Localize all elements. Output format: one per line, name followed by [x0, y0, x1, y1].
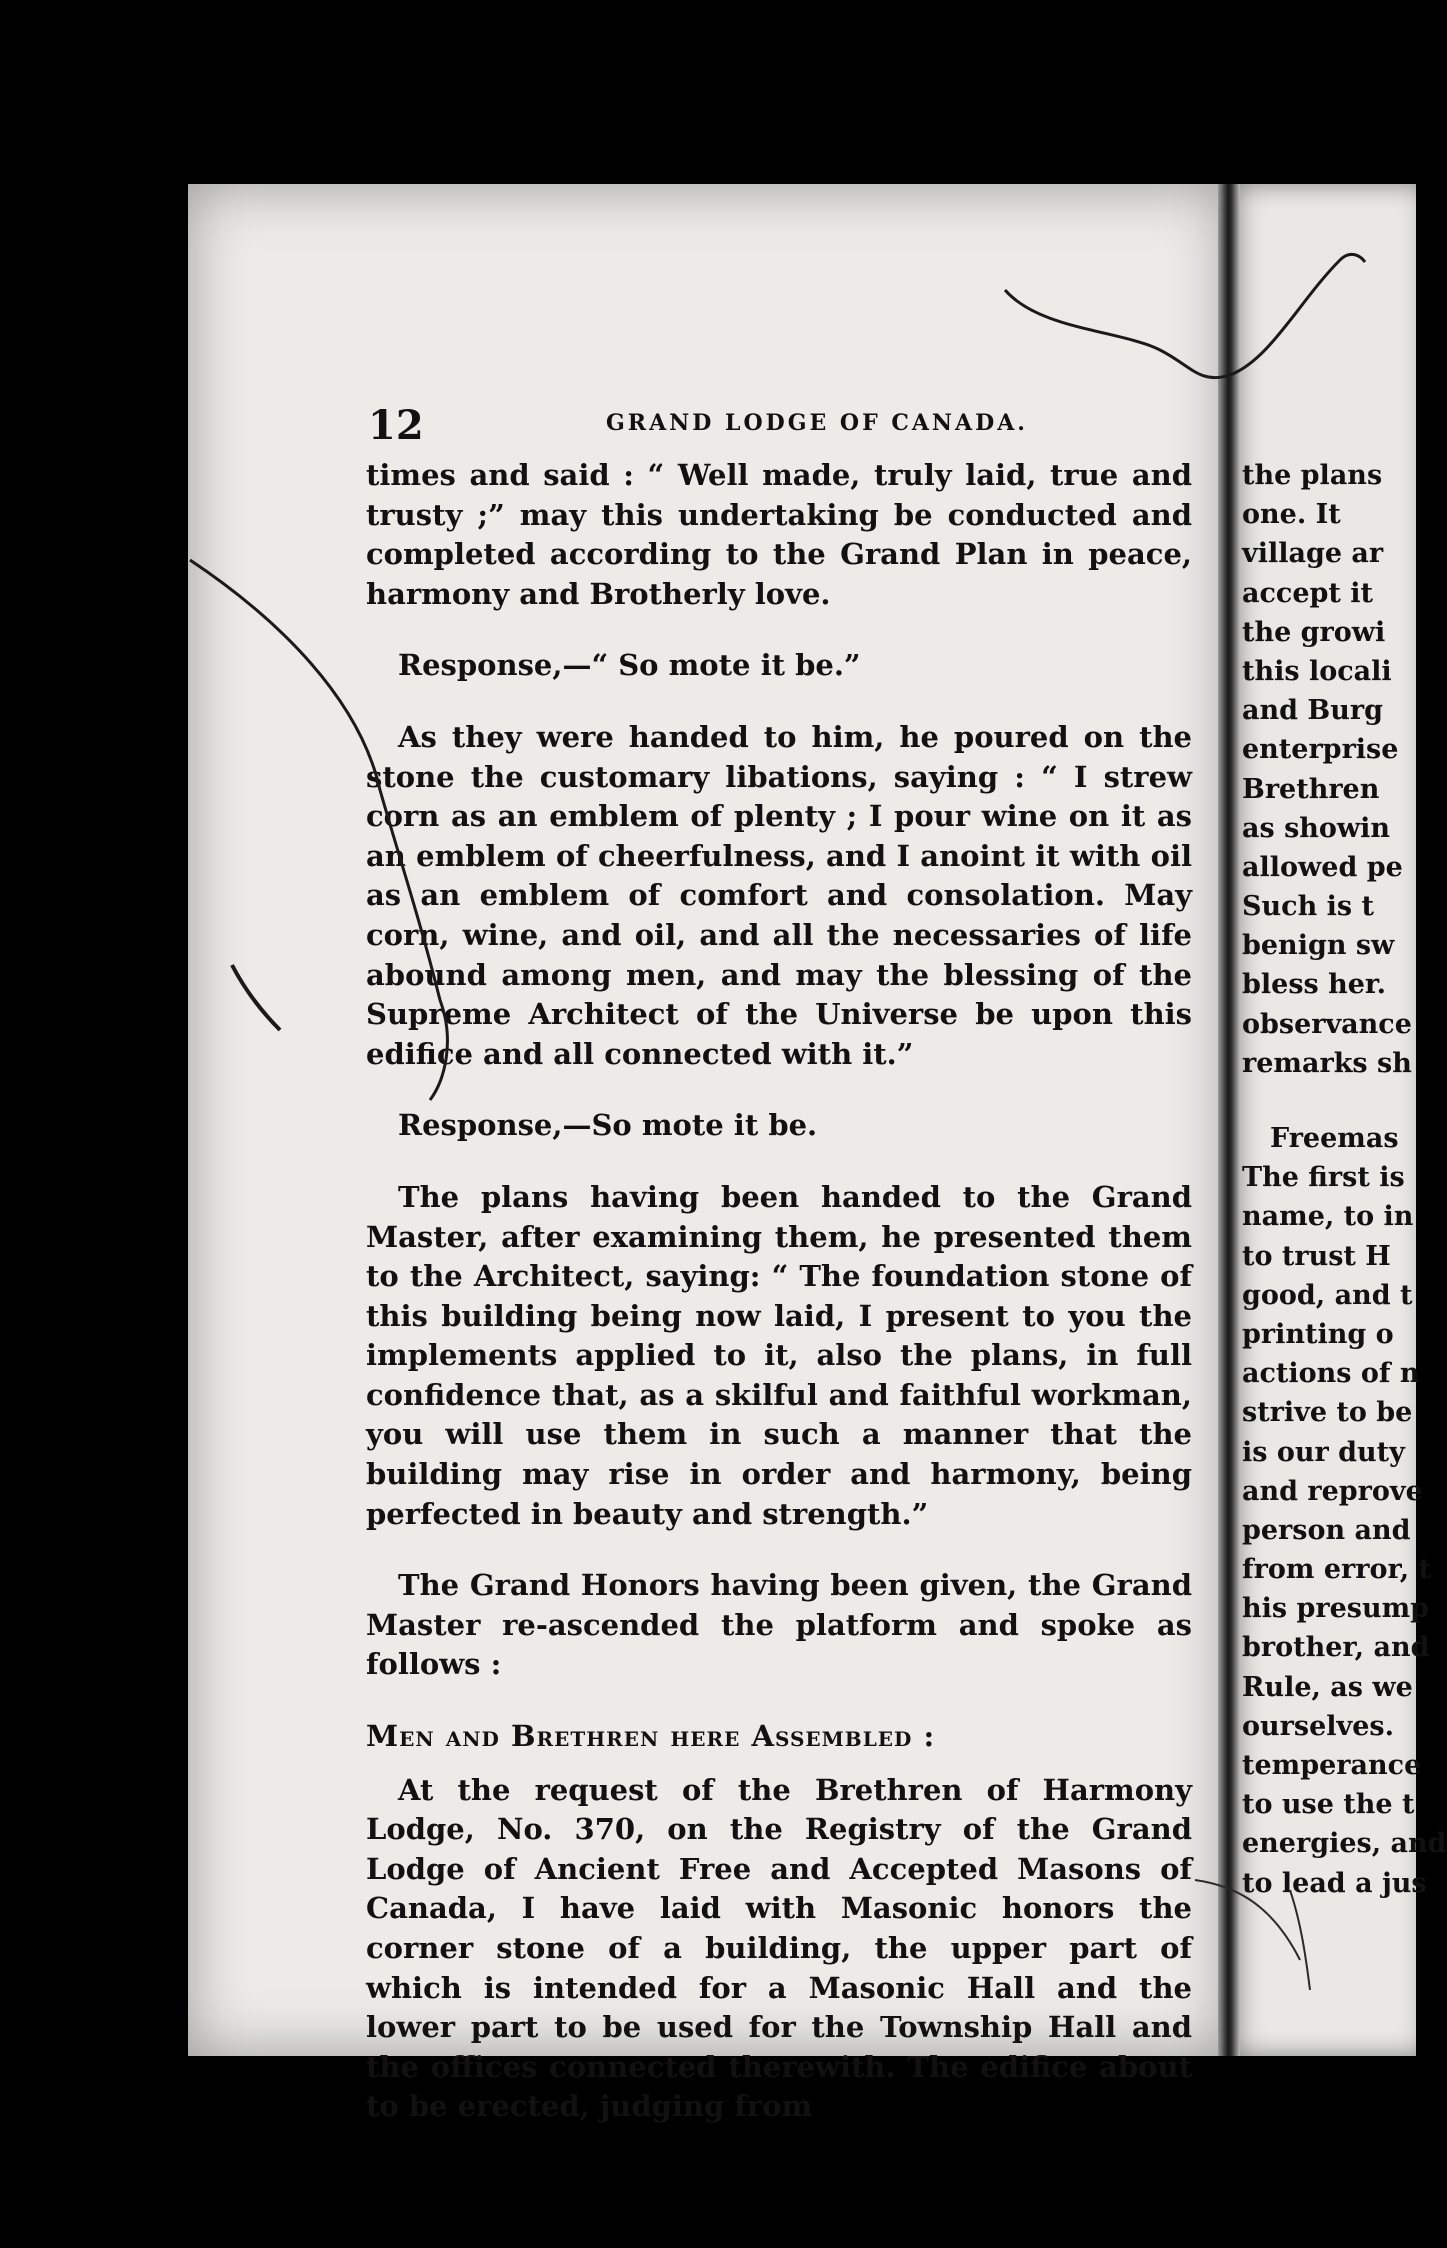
paragraph-3: As they were handed to him, he poured on the stone the customary libations, saying : “ I strew corn as an emblem of plenty ; I pour wine on it as an emblem of cheerfulness, and I anoint it with oil as an emblem of comfort and consolation. May corn, wine, and oil, and all the necessaries of life abound among men, and may the blessing of the Supreme Architect of the Universe be upon this edifice and all connected with it.”	[366, 719, 1192, 1071]
right-line: to use the t	[1242, 1789, 1415, 1821]
left-page	[188, 184, 1228, 2124]
right-line: Freemas	[1270, 1123, 1399, 1154]
right-line: Such is t	[1242, 891, 1374, 923]
right-line: observance	[1242, 1008, 1412, 1040]
right-line: accept it	[1242, 577, 1374, 609]
right-line: is our duty	[1242, 1436, 1405, 1468]
right-line: to trust H	[1242, 1240, 1391, 1272]
right-line: energies, and	[1242, 1828, 1447, 1860]
right-line: strive to be	[1242, 1397, 1413, 1429]
right-line: from error, t	[1242, 1554, 1431, 1586]
right-line: bless her.	[1242, 969, 1387, 1001]
paragraph-1: times and said : “ Well made, truly laid, true and trusty ;” may this undertaking be conducted and completed according to the Grand Plan in peace, harmony and Brotherly love.	[366, 458, 1192, 611]
right-line: actions of n	[1242, 1358, 1420, 1390]
right-line: to lead a jus	[1242, 1867, 1427, 1899]
right-line: The first is	[1242, 1162, 1405, 1194]
right-line: and Burg	[1242, 695, 1383, 727]
right-line: his presump	[1242, 1593, 1430, 1625]
right-line: person and	[1242, 1514, 1411, 1546]
right-line: ourselves.	[1242, 1710, 1394, 1742]
right-page	[1228, 184, 1447, 2056]
right-line: the plans	[1242, 460, 1383, 491]
right-line: Brethren	[1242, 773, 1380, 805]
right-line: as showin	[1242, 812, 1391, 844]
paragraph-2: Response,—“ So mote it be.”	[398, 648, 861, 683]
book-gutter	[1218, 184, 1240, 2056]
paragraph-5: The plans having been handed to the Grand Master, after examining them, he presented them to the Architect, saying: “ The foundation stone of this building being now laid, I present to you the implements applied to it, also the plans, in full confidence that, as a skilful and faithful workman, you will use them in such a manner that the building may rise in order and harmony, being perfected in beauty and strength.”	[366, 1179, 1192, 1531]
page-number: 12	[368, 402, 424, 449]
right-line: good, and t	[1242, 1279, 1413, 1311]
right-line: printing o	[1242, 1318, 1394, 1350]
right-line: name, to in	[1242, 1201, 1414, 1233]
right-spacer	[1242, 1083, 1442, 1119]
section-heading: Men and Brethren here Assembled :	[366, 1719, 936, 1754]
paragraph-4: Response,—So mote it be.	[398, 1108, 818, 1143]
right-page-text	[1242, 456, 1447, 1903]
right-line: the growi	[1242, 616, 1386, 648]
paragraph-6: The Grand Honors having been given, the Grand Master re-ascended the platform and spoke as follows :	[366, 1568, 1192, 1682]
right-line: temperance	[1242, 1750, 1422, 1781]
right-line: remarks sh	[1242, 1047, 1412, 1079]
right-line: allowed pe	[1242, 851, 1403, 883]
right-line: benign sw	[1242, 930, 1395, 962]
right-line: enterprise	[1242, 734, 1399, 766]
paragraph-7: At the request of the Brethren of Harmony Lodge, No. 370, on the Registry of the Grand Lodge of Ancient Free and Accepted Masons of Canada, I have laid with Masonic honors the corner stone of a building, the upper part of which is intended for a Masonic Hall and the lower part to be used for the Township Hall and the offices connected therewith. The edifice about to be erected, judging from	[366, 1772, 1192, 2124]
right-line: Rule, as we	[1242, 1671, 1413, 1703]
right-line: brother, and	[1242, 1632, 1430, 1664]
right-line: village ar	[1242, 538, 1384, 570]
right-line: this locali	[1242, 655, 1392, 687]
right-line: and reprove	[1242, 1475, 1423, 1507]
running-head: GRAND LODGE OF CANADA.	[606, 410, 1028, 436]
page-body	[366, 456, 1192, 2127]
right-line: one. It	[1242, 499, 1341, 531]
